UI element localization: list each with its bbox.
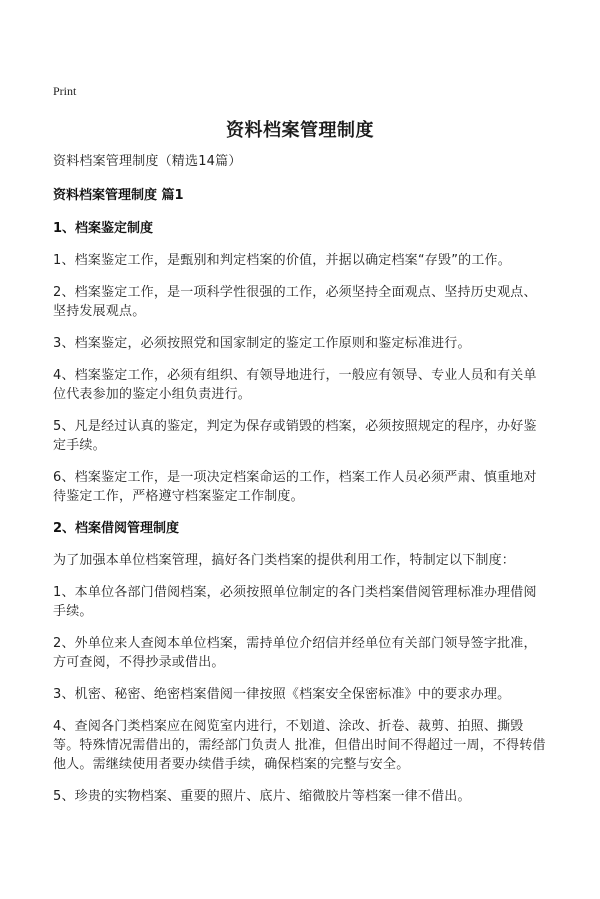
paragraph: 4、档案鉴定工作，必须有组织、有领导地进行，一般应有领导、专业人员和有关单位代表参加的鉴定小组负责进行。: [53, 368, 537, 402]
paragraph: 5、凡是经过认真的鉴定，判定为保存或销毁的档案，必须按照规定的程序，办好鉴定手续。: [53, 419, 537, 453]
paragraph: 2、档案鉴定工作，是一项科学性很强的工作，必须坚持全面观点、坚持历史观点、坚持发展观点。: [53, 285, 537, 319]
paragraph: 1、本单位各部门借阅档案，必须按照单位制定的各门类档案借阅管理标准办理借阅手续。: [53, 585, 537, 619]
page-title: 资料档案管理制度: [226, 120, 374, 141]
paragraph: 3、档案鉴定，必须按照党和国家制定的鉴定工作原则和鉴定标准进行。: [53, 336, 471, 351]
paragraph: 4、查阅各门类档案应在阅览室内进行，不划道、涂改、折卷、裁剪、拍照、撕毁等。特殊情况需借出的，需经部门负责人 批准，但借出时间不得超过一周，不得转借他人。需继续使用者要办续借手续，确保档案的完整与安全。: [53, 719, 546, 772]
document-subtitle: 资料档案管理制度（精选14篇）: [53, 154, 242, 169]
paragraph: 为了加强本单位档案管理，搞好各门类档案的提供利用工作，特制定以下制度：: [53, 553, 516, 568]
section-appraisal: [53, 219, 548, 506]
article-heading: 资料档案管理制度 篇1: [53, 188, 184, 203]
paragraph: 2、外单位来人查阅本单位档案，需持单位介绍信并经单位有关部门领导签字批准，方可查阅，不得抄录或借出。: [53, 636, 537, 670]
section-borrowing: [53, 519, 548, 806]
print-link[interactable]: Print: [53, 84, 77, 98]
document-content: [53, 152, 548, 819]
section-heading: 1、档案鉴定制度: [53, 221, 154, 236]
paragraph: 3、机密、秘密、绝密档案借阅一律按照《档案安全保密标准》中的要求办理。: [53, 687, 511, 702]
section-heading: 2、档案借阅管理制度: [53, 521, 180, 536]
paragraph: 1、档案鉴定工作，是甄别和判定档案的价值，并据以确定档案“存毁”的工作。: [53, 253, 511, 268]
paragraph: 6、档案鉴定工作，是一项决定档案命运的工作，档案工作人员必须严肃、慎重地对待鉴定工作，严格遵守档案鉴定工作制度。: [53, 470, 537, 504]
paragraph: 5、珍贵的实物档案、重要的照片、底片、缩微胶片等档案一律不借出。: [53, 789, 471, 804]
